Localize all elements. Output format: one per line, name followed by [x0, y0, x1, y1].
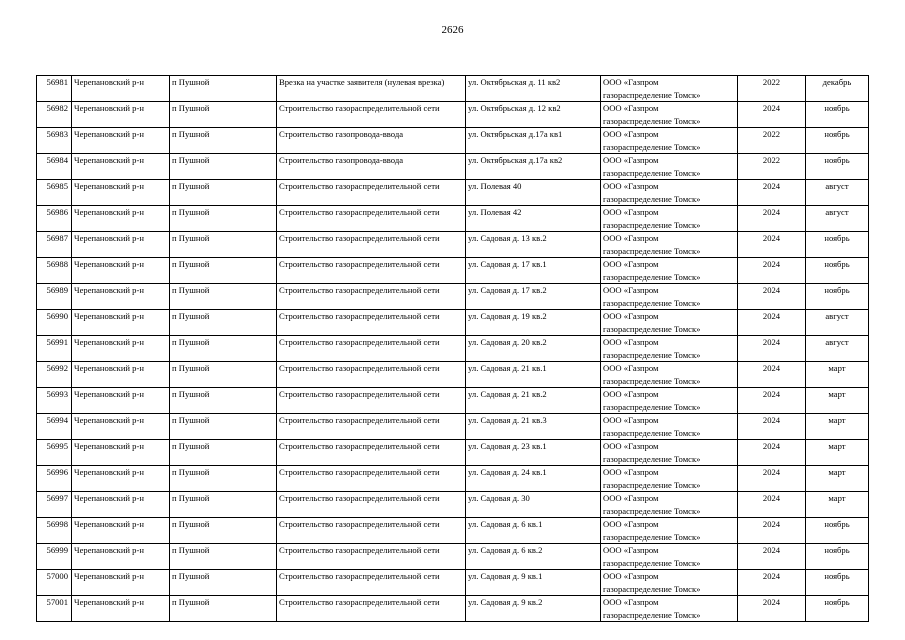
- organization-line-1: ООО «Газпром: [603, 129, 659, 139]
- row-number-cell: 56992: [37, 362, 72, 388]
- organization-cell: [601, 336, 738, 362]
- organization-line-2: газораспределение Томск»: [603, 375, 701, 386]
- organization-line-1: ООО «Газпром: [603, 519, 659, 529]
- table-body: [37, 76, 869, 622]
- month-cell: ноябрь: [806, 570, 869, 596]
- month-cell: ноябрь: [806, 544, 869, 570]
- organization-cell: [601, 544, 738, 570]
- address-cell: ул. Садовая д. 30: [466, 492, 601, 518]
- organization-cell: [601, 154, 738, 180]
- year-cell: 2024: [738, 362, 806, 388]
- year-cell: 2024: [738, 232, 806, 258]
- page-number: 2626: [441, 24, 464, 36]
- address-cell: ул. Садовая д. 24 кв.1: [466, 466, 601, 492]
- row-number-cell: 56999: [37, 544, 72, 570]
- district-cell: Черепановский р-н: [72, 232, 170, 258]
- row-number-cell: 56988: [37, 258, 72, 284]
- address-cell: ул. Садовая д. 21 кв.3: [466, 414, 601, 440]
- table-row: [37, 180, 869, 206]
- district-cell: Черепановский р-н: [72, 466, 170, 492]
- address-cell: ул. Садовая д. 6 кв.2: [466, 544, 601, 570]
- work-type-cell: Строительство газораспределительной сети: [277, 518, 466, 544]
- district-cell: Черепановский р-н: [72, 310, 170, 336]
- organization-cell: [601, 596, 738, 622]
- year-cell: 2022: [738, 154, 806, 180]
- address-cell: ул. Садовая д. 20 кв.2: [466, 336, 601, 362]
- table-row: [37, 362, 869, 388]
- work-type-cell: Строительство газораспределительной сети: [277, 336, 466, 362]
- organization-cell: [601, 206, 738, 232]
- locality-cell: п Пушной: [170, 440, 277, 466]
- locality-cell: п Пушной: [170, 518, 277, 544]
- locality-cell: п Пушной: [170, 232, 277, 258]
- year-cell: 2024: [738, 414, 806, 440]
- month-cell: август: [806, 180, 869, 206]
- row-number-cell: 56981: [37, 76, 72, 102]
- row-number-cell: 56985: [37, 180, 72, 206]
- organization-line-1: ООО «Газпром: [603, 77, 659, 87]
- organization-line-2: газораспределение Томск»: [603, 427, 701, 438]
- district-cell: Черепановский р-н: [72, 258, 170, 284]
- district-cell: Черепановский р-н: [72, 440, 170, 466]
- row-number-cell: 57001: [37, 596, 72, 622]
- year-cell: 2024: [738, 570, 806, 596]
- organization-line-2: газораспределение Томск»: [603, 193, 701, 204]
- table-row: [37, 388, 869, 414]
- row-number-cell: 56997: [37, 492, 72, 518]
- address-cell: ул. Октябрьская д.17а кв1: [466, 128, 601, 154]
- district-cell: Черепановский р-н: [72, 128, 170, 154]
- work-type-cell: Строительство газопровода-ввода: [277, 154, 466, 180]
- organization-cell: [601, 102, 738, 128]
- locality-cell: п Пушной: [170, 492, 277, 518]
- organization-line-2: газораспределение Томск»: [603, 531, 701, 542]
- year-cell: 2024: [738, 206, 806, 232]
- month-cell: март: [806, 362, 869, 388]
- organization-line-2: газораспределение Томск»: [603, 271, 701, 282]
- row-number-cell: 56994: [37, 414, 72, 440]
- locality-cell: п Пушной: [170, 102, 277, 128]
- organization-cell: [601, 388, 738, 414]
- year-cell: 2024: [738, 492, 806, 518]
- year-cell: 2024: [738, 596, 806, 622]
- organization-line-2: газораспределение Томск»: [603, 141, 701, 152]
- year-cell: 2024: [738, 336, 806, 362]
- locality-cell: п Пушной: [170, 336, 277, 362]
- district-cell: Черепановский р-н: [72, 596, 170, 622]
- address-cell: ул. Полевая 40: [466, 180, 601, 206]
- row-number-cell: 56995: [37, 440, 72, 466]
- organization-cell: [601, 362, 738, 388]
- month-cell: март: [806, 492, 869, 518]
- organization-line-2: газораспределение Томск»: [603, 479, 701, 490]
- address-cell: ул. Садовая д. 17 кв.1: [466, 258, 601, 284]
- work-type-cell: Строительство газораспределительной сети: [277, 440, 466, 466]
- work-type-cell: Строительство газораспределительной сети: [277, 310, 466, 336]
- district-cell: Черепановский р-н: [72, 180, 170, 206]
- organization-line-2: газораспределение Томск»: [603, 297, 701, 308]
- organization-cell: [601, 440, 738, 466]
- organization-cell: [601, 76, 738, 102]
- month-cell: март: [806, 466, 869, 492]
- table-row: [37, 206, 869, 232]
- organization-line-1: ООО «Газпром: [603, 493, 659, 503]
- organization-line-1: ООО «Газпром: [603, 311, 659, 321]
- work-type-cell: Строительство газораспределительной сети: [277, 102, 466, 128]
- table-row: [37, 258, 869, 284]
- organization-line-2: газораспределение Томск»: [603, 583, 701, 594]
- work-type-cell: Строительство газораспределительной сети: [277, 362, 466, 388]
- month-cell: ноябрь: [806, 128, 869, 154]
- month-cell: ноябрь: [806, 232, 869, 258]
- organization-line-2: газораспределение Томск»: [603, 115, 701, 126]
- year-cell: 2024: [738, 180, 806, 206]
- organization-cell: [601, 258, 738, 284]
- organization-line-1: ООО «Газпром: [603, 545, 659, 555]
- work-type-cell: Строительство газораспределительной сети: [277, 284, 466, 310]
- district-cell: Черепановский р-н: [72, 76, 170, 102]
- district-cell: Черепановский р-н: [72, 362, 170, 388]
- organization-line-2: газораспределение Томск»: [603, 323, 701, 334]
- table-row: [37, 102, 869, 128]
- organization-line-2: газораспределение Томск»: [603, 609, 701, 620]
- row-number-cell: 56991: [37, 336, 72, 362]
- year-cell: 2024: [738, 310, 806, 336]
- month-cell: август: [806, 310, 869, 336]
- month-cell: ноябрь: [806, 284, 869, 310]
- address-cell: ул. Садовая д. 17 кв.2: [466, 284, 601, 310]
- organization-line-1: ООО «Газпром: [603, 597, 659, 607]
- organization-line-2: газораспределение Томск»: [603, 167, 701, 178]
- locality-cell: п Пушной: [170, 544, 277, 570]
- year-cell: 2022: [738, 76, 806, 102]
- work-type-cell: Строительство газораспределительной сети: [277, 492, 466, 518]
- organization-cell: [601, 466, 738, 492]
- locality-cell: п Пушной: [170, 414, 277, 440]
- month-cell: ноябрь: [806, 102, 869, 128]
- address-cell: ул. Садовая д. 6 кв.1: [466, 518, 601, 544]
- row-number-cell: 57000: [37, 570, 72, 596]
- table-row: [37, 128, 869, 154]
- table-row: [37, 310, 869, 336]
- month-cell: ноябрь: [806, 518, 869, 544]
- month-cell: март: [806, 414, 869, 440]
- locality-cell: п Пушной: [170, 596, 277, 622]
- organization-cell: [601, 518, 738, 544]
- organization-line-1: ООО «Газпром: [603, 337, 659, 347]
- organization-line-2: газораспределение Томск»: [603, 89, 701, 100]
- locality-cell: п Пушной: [170, 128, 277, 154]
- row-number-cell: 56993: [37, 388, 72, 414]
- district-cell: Черепановский р-н: [72, 544, 170, 570]
- locality-cell: п Пушной: [170, 310, 277, 336]
- district-cell: Черепановский р-н: [72, 414, 170, 440]
- address-cell: ул. Садовая д. 21 кв.2: [466, 388, 601, 414]
- work-type-cell: Строительство газораспределительной сети: [277, 414, 466, 440]
- row-number-cell: 56987: [37, 232, 72, 258]
- organization-cell: [601, 284, 738, 310]
- work-type-cell: Строительство газораспределительной сети: [277, 258, 466, 284]
- address-cell: ул. Садовая д. 23 кв.1: [466, 440, 601, 466]
- row-number-cell: 56984: [37, 154, 72, 180]
- gasification-table: [36, 75, 869, 622]
- locality-cell: п Пушной: [170, 258, 277, 284]
- work-type-cell: Строительство газораспределительной сети: [277, 232, 466, 258]
- organization-line-2: газораспределение Томск»: [603, 349, 701, 360]
- organization-line-2: газораспределение Томск»: [603, 219, 701, 230]
- table-row: [37, 492, 869, 518]
- year-cell: 2024: [738, 258, 806, 284]
- year-cell: 2024: [738, 544, 806, 570]
- organization-cell: [601, 414, 738, 440]
- locality-cell: п Пушной: [170, 388, 277, 414]
- year-cell: 2024: [738, 440, 806, 466]
- month-cell: август: [806, 206, 869, 232]
- year-cell: 2024: [738, 388, 806, 414]
- address-cell: ул. Октябрьская д. 12 кв2: [466, 102, 601, 128]
- district-cell: Черепановский р-н: [72, 102, 170, 128]
- organization-line-1: ООО «Газпром: [603, 441, 659, 451]
- work-type-cell: Строительство газораспределительной сети: [277, 544, 466, 570]
- table-row: [37, 232, 869, 258]
- table-row: [37, 544, 869, 570]
- district-cell: Черепановский р-н: [72, 206, 170, 232]
- organization-cell: [601, 232, 738, 258]
- table-row: [37, 596, 869, 622]
- district-cell: Черепановский р-н: [72, 154, 170, 180]
- year-cell: 2024: [738, 518, 806, 544]
- organization-line-1: ООО «Газпром: [603, 207, 659, 217]
- table-row: [37, 154, 869, 180]
- row-number-cell: 56986: [37, 206, 72, 232]
- table-row: [37, 440, 869, 466]
- locality-cell: п Пушной: [170, 466, 277, 492]
- year-cell: 2024: [738, 284, 806, 310]
- organization-cell: [601, 492, 738, 518]
- month-cell: ноябрь: [806, 596, 869, 622]
- district-cell: Черепановский р-н: [72, 492, 170, 518]
- address-cell: ул. Садовая д. 21 кв.1: [466, 362, 601, 388]
- organization-line-2: газораспределение Томск»: [603, 401, 701, 412]
- organization-line-2: газораспределение Томск»: [603, 505, 701, 516]
- locality-cell: п Пушной: [170, 206, 277, 232]
- address-cell: ул. Полевая 42: [466, 206, 601, 232]
- table-row: [37, 466, 869, 492]
- locality-cell: п Пушной: [170, 284, 277, 310]
- work-type-cell: Врезка на участке заявителя (нулевая врезка): [277, 76, 466, 102]
- organization-line-1: ООО «Газпром: [603, 155, 659, 165]
- organization-cell: [601, 570, 738, 596]
- locality-cell: п Пушной: [170, 570, 277, 596]
- month-cell: август: [806, 336, 869, 362]
- row-number-cell: 56983: [37, 128, 72, 154]
- organization-line-1: ООО «Газпром: [603, 181, 659, 191]
- row-number-cell: 56989: [37, 284, 72, 310]
- district-cell: Черепановский р-н: [72, 570, 170, 596]
- row-number-cell: 56990: [37, 310, 72, 336]
- table-row: [37, 336, 869, 362]
- work-type-cell: Строительство газопровода-ввода: [277, 128, 466, 154]
- address-cell: ул. Октябрьская д. 11 кв2: [466, 76, 601, 102]
- organization-line-1: ООО «Газпром: [603, 571, 659, 581]
- district-cell: Черепановский р-н: [72, 388, 170, 414]
- month-cell: март: [806, 388, 869, 414]
- row-number-cell: 56982: [37, 102, 72, 128]
- locality-cell: п Пушной: [170, 180, 277, 206]
- organization-line-1: ООО «Газпром: [603, 389, 659, 399]
- organization-line-1: ООО «Газпром: [603, 103, 659, 113]
- district-cell: Черепановский р-н: [72, 518, 170, 544]
- organization-line-1: ООО «Газпром: [603, 233, 659, 243]
- district-cell: Черепановский р-н: [72, 336, 170, 362]
- address-cell: ул. Садовая д. 13 кв.2: [466, 232, 601, 258]
- organization-line-2: газораспределение Томск»: [603, 557, 701, 568]
- table-row: [37, 76, 869, 102]
- table-row: [37, 284, 869, 310]
- table-row: [37, 518, 869, 544]
- organization-line-1: ООО «Газпром: [603, 363, 659, 373]
- year-cell: 2022: [738, 128, 806, 154]
- organization-line-2: газораспределение Томск»: [603, 245, 701, 256]
- work-type-cell: Строительство газораспределительной сети: [277, 570, 466, 596]
- row-number-cell: 56996: [37, 466, 72, 492]
- locality-cell: п Пушной: [170, 362, 277, 388]
- organization-line-1: ООО «Газпром: [603, 285, 659, 295]
- district-cell: Черепановский р-н: [72, 284, 170, 310]
- month-cell: декабрь: [806, 76, 869, 102]
- work-type-cell: Строительство газораспределительной сети: [277, 466, 466, 492]
- work-type-cell: Строительство газораспределительной сети: [277, 596, 466, 622]
- organization-line-1: ООО «Газпром: [603, 467, 659, 477]
- month-cell: ноябрь: [806, 258, 869, 284]
- month-cell: ноябрь: [806, 154, 869, 180]
- organization-line-2: газораспределение Томск»: [603, 453, 701, 464]
- organization-cell: [601, 310, 738, 336]
- locality-cell: п Пушной: [170, 76, 277, 102]
- table-row: [37, 414, 869, 440]
- address-cell: ул. Октябрьская д.17а кв2: [466, 154, 601, 180]
- address-cell: ул. Садовая д. 9 кв.2: [466, 596, 601, 622]
- address-cell: ул. Садовая д. 9 кв.1: [466, 570, 601, 596]
- year-cell: 2024: [738, 102, 806, 128]
- work-type-cell: Строительство газораспределительной сети: [277, 388, 466, 414]
- organization-cell: [601, 128, 738, 154]
- work-type-cell: Строительство газораспределительной сети: [277, 206, 466, 232]
- work-type-cell: Строительство газораспределительной сети: [277, 180, 466, 206]
- table-row: [37, 570, 869, 596]
- row-number-cell: 56998: [37, 518, 72, 544]
- organization-line-1: ООО «Газпром: [603, 415, 659, 425]
- month-cell: март: [806, 440, 869, 466]
- organization-line-1: ООО «Газпром: [603, 259, 659, 269]
- locality-cell: п Пушной: [170, 154, 277, 180]
- organization-cell: [601, 180, 738, 206]
- address-cell: ул. Садовая д. 19 кв.2: [466, 310, 601, 336]
- year-cell: 2024: [738, 466, 806, 492]
